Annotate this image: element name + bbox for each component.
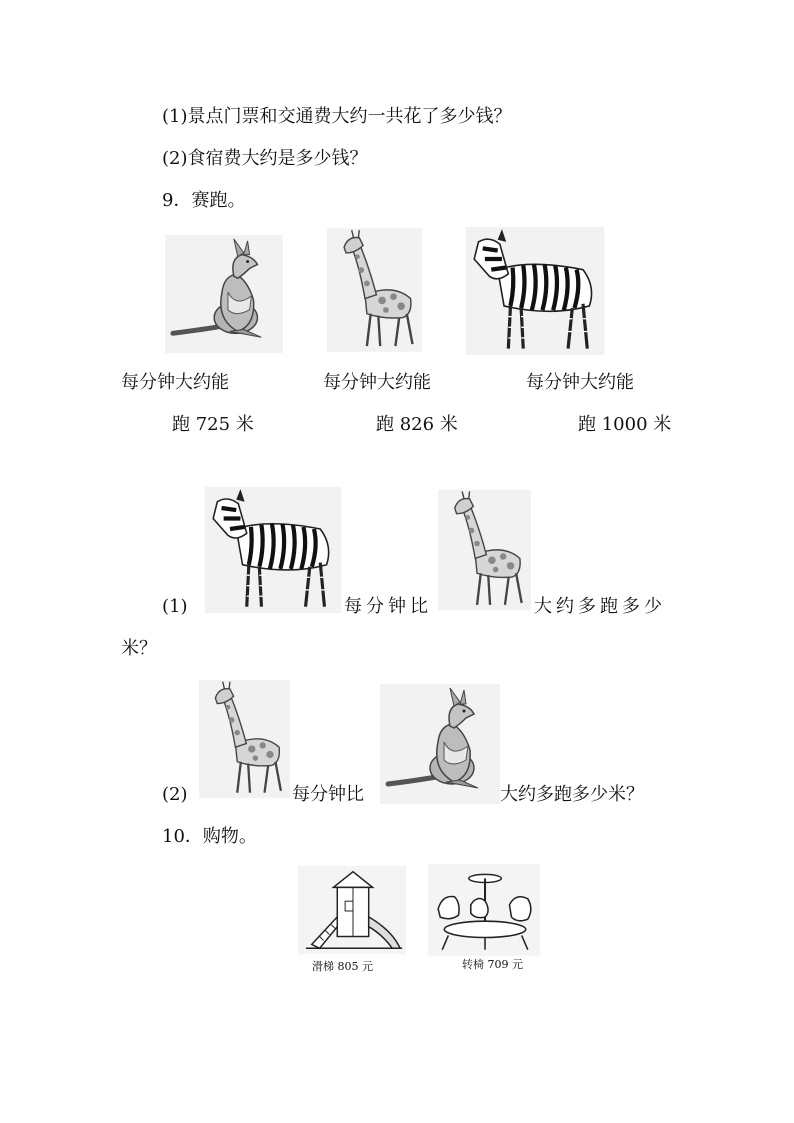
kangaroo-caption-line2: 跑 725 米 [172,414,254,435]
giraffe-icon [327,228,422,352]
zebra-icon [203,487,343,613]
question-2: (2)食宿费大约是多少钱？ [162,148,368,169]
carousel-price-label: 转椅 709 元 [462,958,523,971]
giraffe-caption-line2: 跑 826 米 [376,414,458,435]
zebra-icon [465,227,605,355]
subquestion-1-wrap: 米？ [121,638,157,659]
kangaroo-icon [379,684,501,804]
kangaroo-caption-line1: 每分钟大约能 [121,372,229,393]
subquestion-2-middle: 每分钟比 [292,784,364,805]
section-10-heading: 10．购物。 [162,826,257,847]
subquestion-1-number: (1) [162,596,188,617]
slide-price-label: 滑梯 805 元 [312,960,373,973]
subquestion-2-tail: 大约多跑多少米？ [500,784,644,805]
question-1: (1)景点门票和交通费大约一共花了多少钱？ [162,106,512,127]
slide-icon [298,864,406,956]
giraffe-caption-line1: 每分钟大约能 [323,372,431,393]
subquestion-2-number: (2) [162,784,188,805]
carousel-icon [428,864,540,956]
giraffe-icon [199,675,290,803]
section-9-heading: 9．赛跑。 [162,190,246,211]
giraffe-icon [438,488,531,612]
kangaroo-icon [164,235,284,353]
zebra-caption-line2: 跑 1000 米 [578,414,672,435]
subquestion-1-middle: 每分钟比 [344,596,432,617]
subquestion-1-tail: 大约多跑多少 [534,596,666,617]
zebra-caption-line1: 每分钟大约能 [526,372,634,393]
